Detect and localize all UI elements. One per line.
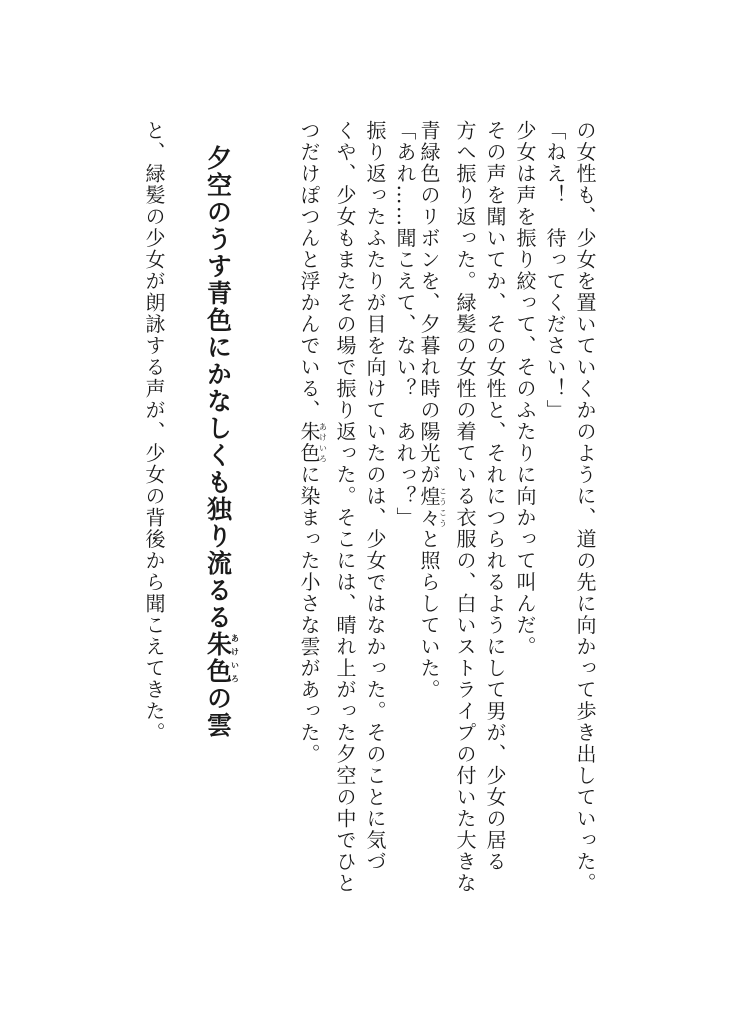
ruby-koukou-base: 煌々 [417,485,441,529]
text-line-10-part-2: に染まった小さな雲があった。 [297,464,321,765]
ruby-akeiro-base: 朱色 [297,421,321,464]
text-line-11: と、緑髪の少女が朗詠する声が、少女の背後から聞こえてきた。 [142,120,166,744]
text-line-2: 「ねえ！ 待ってください！」 [543,120,567,421]
ruby-akeiro-reading: あけいろ [318,421,328,464]
poem-line-part-1: 夕空のうす青色にかなしくも独り流るる [203,145,233,631]
poem-line-part-2: の雲 [203,685,233,739]
text-line-3: 少女は声を振り絞って、そのふたりに向かって叫んだ。 [513,120,537,658]
ruby-koukou-reading: こうこう [438,485,448,529]
ruby-akeiro-poem-base: 朱色 [203,631,233,685]
text-line-6 [417,120,447,701]
ruby-akeiro [297,421,328,464]
text-line-10 [297,120,327,765]
text-line-5: 方へ振り返った。緑髪の女性の着ている衣服の、白いストライプの付いた大きな [453,120,477,894]
text-line-1: の女性も、少女を置いていくかのように、道の先に向かって歩き出していった。 [573,120,597,894]
text-line-7: 「あれ……聞こえて、ない？ あれっ？」 [393,120,417,529]
poem-line [203,145,240,739]
text-line-6-part-1: 青緑色のリボンを、夕暮れ時の陽光が [417,120,441,486]
text-line-8: 振り返ったふたりが目を向けていたのは、少女ではなかった。そのことに気づ [363,120,387,873]
ruby-akeiro-poem-reading: あけいろ [230,631,240,685]
text-line-10-part-1: つだけぽつんと浮かんでいる、 [297,120,321,421]
ruby-koukou [417,485,448,529]
text-line-6-part-2: と照らしていた。 [417,528,441,701]
text-line-9: くや、少女もまたその場で振り返った。そこには、晴れ上がった夕空の中でひと [333,120,357,894]
ruby-akeiro-poem [203,631,240,685]
text-line-4: その声を聞いてか、その女性と、それにつられるようにして男が、少女の居る [483,120,507,873]
